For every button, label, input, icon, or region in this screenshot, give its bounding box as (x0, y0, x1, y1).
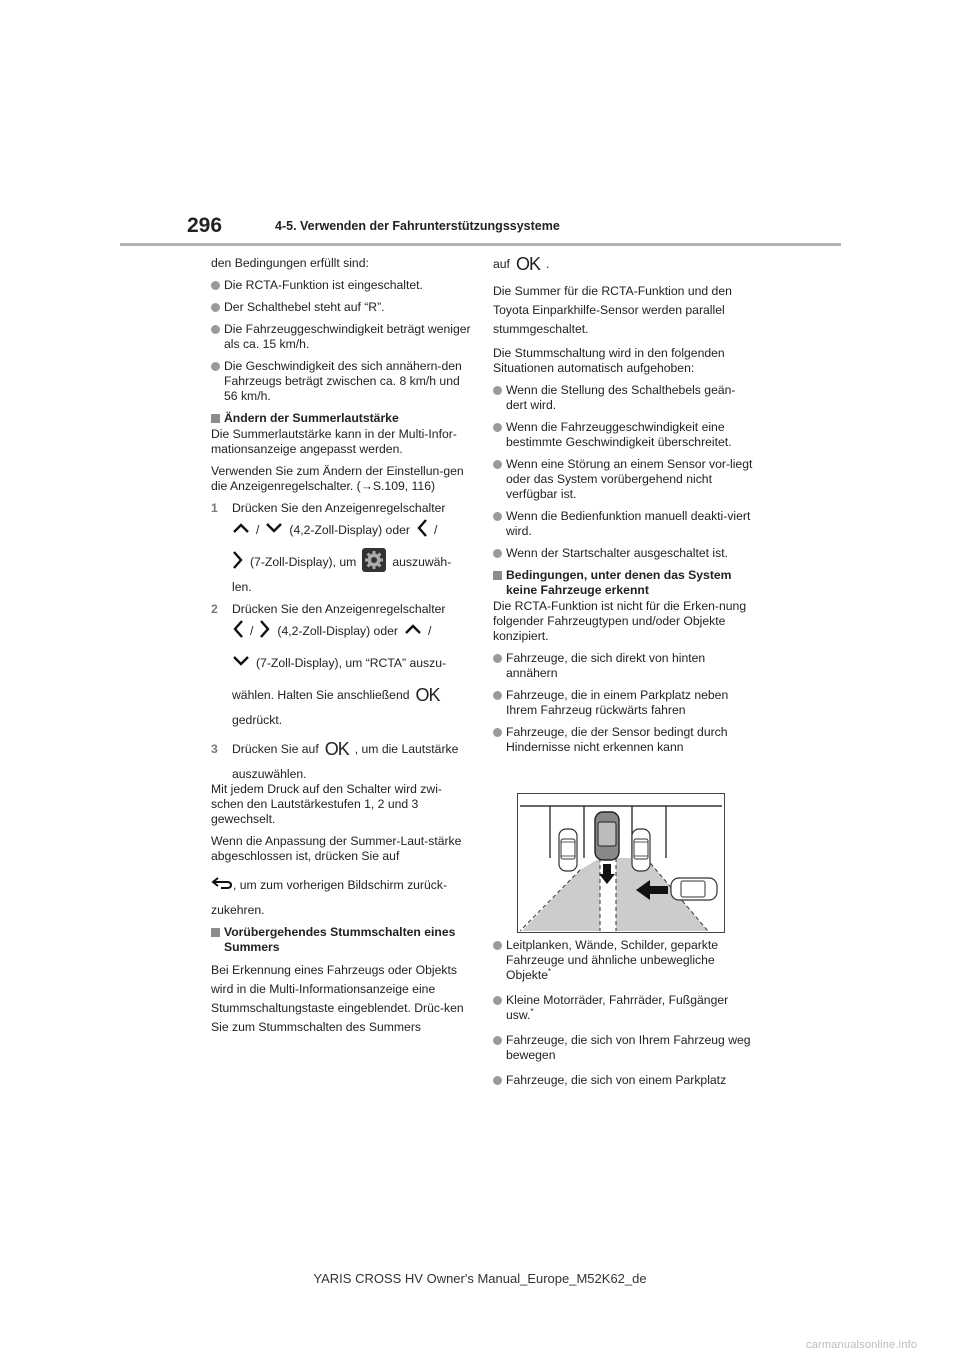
chevron-right-icon (232, 550, 244, 574)
ok-button-symbol: OK (515, 253, 540, 274)
body-paragraph: Wenn die Anpassung der Summer-Laut-stärke abgeschlossen ist, drücken Sie auf (211, 834, 462, 863)
chevron-down-icon (232, 655, 250, 671)
left-column (211, 256, 473, 1044)
step-1 (211, 501, 473, 516)
right-column-lower (493, 938, 755, 1095)
slash: / (433, 522, 438, 537)
chevron-up-icon (232, 522, 250, 538)
step-text: Drücken Sie auf (232, 741, 319, 756)
step-number: 3 (211, 741, 218, 756)
body-paragraph: Die Summer für die RCTA-Funktion und den Toyota Einparkhilfe-Sensor werden parallel stummgeschaltet. (493, 284, 732, 336)
step-number: 2 (211, 602, 218, 616)
header-rule (120, 243, 841, 246)
cancel-item: Wenn der Startschalter ausgeschaltet ist. (493, 546, 755, 561)
step-text: (4,2-Zoll-Display) oder (289, 522, 410, 537)
watermark: carmanualsonline.info (806, 1339, 918, 1351)
step-text: len. (232, 580, 252, 594)
parked-car-left (559, 829, 577, 871)
chevron-up-icon (404, 623, 422, 639)
ok-button-symbol: OK (415, 684, 440, 705)
step-text: (7-Zoll-Display), um (250, 554, 357, 569)
step-2-icons-line (211, 681, 473, 709)
slash: / (250, 623, 254, 638)
cancel-item: Wenn die Stellung des Schalthebels geän-dert wird. (493, 383, 755, 413)
nodetect-item: Fahrzeuge, die sich von einem Parkplatz (493, 1073, 755, 1088)
parked-car-right (632, 829, 650, 871)
cancel-item: Wenn eine Störung an einem Sensor vor-liegt oder das System vorübergehend nicht verfügbar ist. (493, 457, 755, 502)
step-text: wählen. Halten Sie anschließend (232, 687, 410, 702)
nodetect-item: Fahrzeuge, die der Sensor bedingt durch Hindernisse nicht erkennen kann (493, 725, 755, 755)
step-1-icons-line (211, 548, 473, 576)
chevron-left-icon (416, 518, 428, 542)
body-paragraph: Mit jedem Druck auf den Schalter wird zwi-schen den Lautstärkestufen 1, 2 und 3 gewechselt. (211, 782, 442, 826)
step-text: auszuwäh- (392, 554, 452, 569)
condition-item: Die Geschwindigkeit des sich annähern-den Fahrzeugs beträgt zwischen ca. 8 km/h und 56 km/h. (211, 359, 473, 404)
volume-paragraph: Die Summerlautstärke kann in der Multi-Infor-mationsanzeige angepasst werden. (211, 427, 457, 456)
page-number: 296 (187, 214, 223, 237)
gear-icon (362, 548, 386, 576)
nodetect-item: Fahrzeuge, die in einem Parkplatz neben Ihrem Fahrzeug rückwärts fahren (493, 688, 755, 718)
approaching-car (671, 878, 717, 900)
step-text: auszuwählen. (232, 767, 307, 781)
step-text: Drücken Sie den Anzeigenregelschalter (232, 602, 446, 616)
mute-heading: Vorübergehendes Stummschalten eines Summers (211, 925, 473, 955)
nodetect-item: Fahrzeuge, die sich direkt von hinten annähern (493, 651, 755, 681)
ok-button-symbol: OK (324, 738, 349, 759)
body-paragraph: Die Stummschaltung wird in den folgenden Situationen automatisch aufgehoben: (493, 346, 725, 375)
own-vehicle (595, 812, 619, 860)
condition-item: Die Fahrzeuggeschwindigkeit beträgt weniger als ca. 15 km/h. (211, 322, 473, 352)
nodetect-item: Fahrzeuge, die sich von Ihrem Fahrzeug weg bewegen (493, 1033, 755, 1063)
step-text: (7-Zoll-Display), um “RCTA” auszu- (256, 655, 447, 670)
step-text: Drücken Sie den Anzeigenregelschalter (232, 501, 446, 515)
nodetect-item: Leitplanken, Wände, Schilder, geparkte Fahrzeuge und ähnliche unbewegliche Objekte* (493, 938, 755, 983)
condition-item: Der Schalthebel steht auf “R”. (211, 300, 473, 315)
cancel-item: Wenn die Fahrzeuggeschwindigkeit eine bestimmte Geschwindigkeit überschreitet. (493, 420, 755, 450)
condition-item: Die RCTA-Funktion ist eingeschaltet. (211, 278, 473, 293)
section-title: 4-5. Verwenden der Fahrunterstützungssysteme (275, 219, 560, 233)
right-column (493, 253, 755, 762)
step-text: gedrückt. (232, 713, 283, 727)
chevron-right-icon (259, 619, 271, 643)
footer-manual-id: YARIS CROSS HV Owner's Manual_Europe_M52K62_de (313, 1271, 647, 1286)
body-text: . (545, 256, 550, 271)
step-1-icons-line (211, 516, 473, 544)
step-number: 1 (211, 501, 218, 515)
slash: / (256, 522, 260, 537)
body-paragraph: Die RCTA-Funktion ist nicht für die Erken-nung folgender Fahrzeugtypen und/oder Objekte konzipiert. (493, 599, 747, 643)
cancel-item: Wenn die Bedienfunktion manuell deakti-viert wird. (493, 509, 755, 539)
nodetect-item: Kleine Motorräder, Fahrräder, Fußgänger usw.* (493, 993, 755, 1023)
slash: / (427, 623, 432, 638)
arrow-down-icon (599, 864, 615, 884)
volume-paragraph: Verwenden Sie zum Ändern der Einstellun-gen die Anzeigenregelschalter. (→S.109, 116) (211, 464, 464, 493)
step-2-icons-line (211, 649, 473, 677)
chevron-down-icon (265, 522, 283, 538)
chevron-left-icon (232, 619, 244, 643)
ok-line (493, 250, 755, 278)
step-2 (211, 602, 473, 617)
step-text: (4,2-Zoll-Display) oder (277, 623, 398, 638)
back-line (211, 871, 473, 899)
step-text: , um die Lautstärke (354, 741, 459, 756)
intro-text: den Bedingungen erfüllt sind: (211, 256, 369, 270)
body-paragraph: Bei Erkennung eines Fahrzeugs oder Objekts wird in die Multi-Informationsanzeige eine Stummschaltungstaste eingeblendet. Drüc-ken Sie zum Stummschalten des Summers (211, 963, 464, 1034)
nodetect-heading: Bedingungen, unter denen das System keine Fahrzeuge erkennt (493, 568, 755, 598)
volume-heading: Ändern der Summerlautstärke (211, 411, 473, 426)
step-3 (211, 735, 473, 763)
parking-illustration (517, 793, 725, 933)
body-text: zukehren. (211, 903, 265, 917)
body-text: , um zum vorherigen Bildschirm zurück- (233, 877, 448, 892)
back-arrow-icon (211, 876, 233, 894)
step-2-icons-line (211, 617, 473, 645)
body-text: auf (493, 256, 510, 271)
